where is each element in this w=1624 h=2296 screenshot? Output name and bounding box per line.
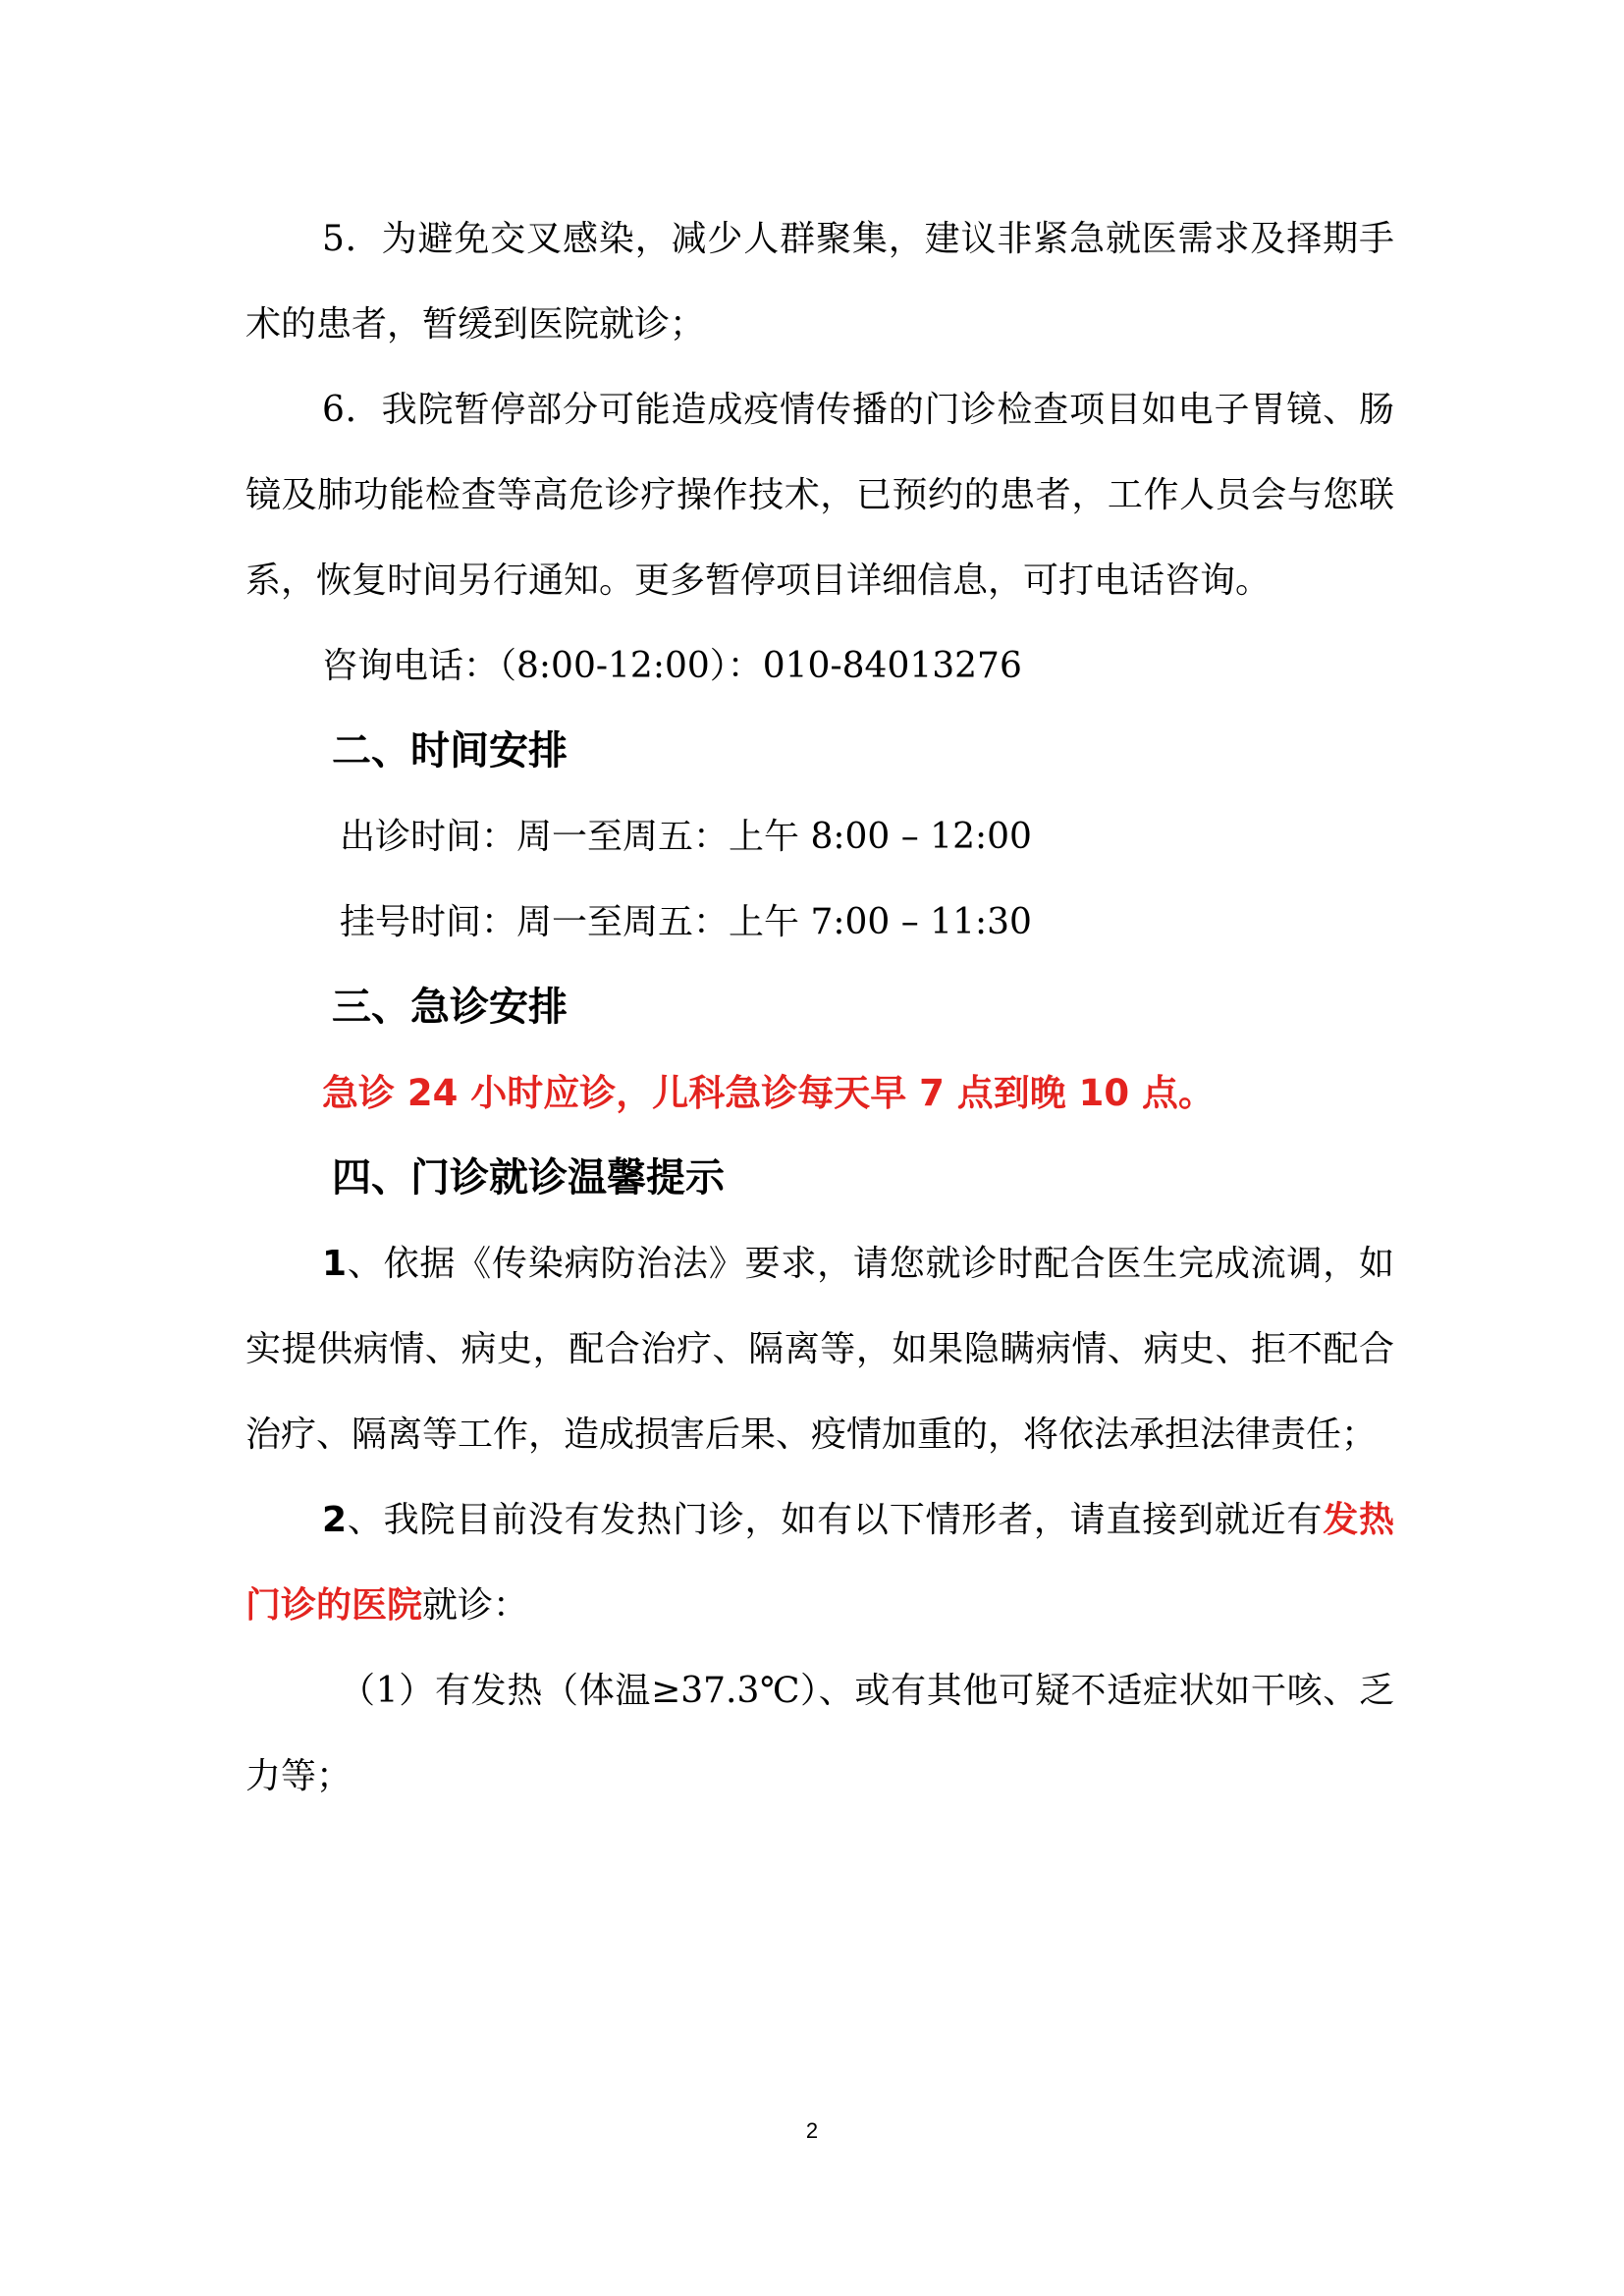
fever-clinic-highlight: 发热门诊的医院 [245,1500,1394,1626]
tip-text-2a: 、我院目前没有发热门诊，如有以下情形者，请直接到就近有 [347,1500,1324,1540]
tip-item-1 [245,1221,1394,1477]
page-content [245,196,1394,1819]
tip-text-1: 、依据《传染病防治法》要求，请您就诊时配合医生完成流调，如实提供病情、病史，配合治疗、隔离等，如果隐瞒病情、病史、拒不配合治疗、隔离等工作，造成损害后果、疫情加重的，将依法承担法律责任； [245,1244,1394,1455]
section-heading-emergency: 三、急诊安排 [332,985,568,1030]
tip-number-2: 2 [322,1500,348,1540]
section-heading-schedule: 二、时间安排 [332,728,568,774]
tip-sub-item-1: （1）有发热（体温≥37.3℃）、或有其他可疑不适症状如干咳、乏力等； [245,1671,1394,1796]
tip-text-2b: 就诊： [422,1585,529,1626]
tip-item-2 [245,1477,1394,1648]
section-heading-tips: 四、门诊就诊温馨提示 [332,1155,725,1201]
visit-time: 出诊时间：周一至周五：上午 8:00 – 12:00 [340,817,1032,857]
paragraph-item-5: 5．为避免交叉感染，减少人群聚集，建议非紧急就医需求及择期手术的患者，暂缓到医院就诊； [245,219,1394,345]
register-time: 挂号时间：周一至周五：上午 7:00 – 11:30 [340,902,1032,942]
page-number: 2 [805,2118,819,2143]
tip-number-1: 1 [322,1244,348,1284]
consult-phone: 咨询电话：（8:00-12:00）：010-84013276 [322,646,1022,686]
paragraph-item-6: 6．我院暂停部分可能造成疫情传播的门诊检查项目如电子胃镜、肠镜及肺功能检查等高危诊疗操作技术，已预约的患者，工作人员会与您联系，恢复时间另行通知。更多暂停项目详细信息，可打电话咨询。 [245,390,1394,601]
emergency-note: 急诊 24 小时应诊，儿科急诊每天早 7 点到晚 10 点。 [322,1072,1216,1114]
